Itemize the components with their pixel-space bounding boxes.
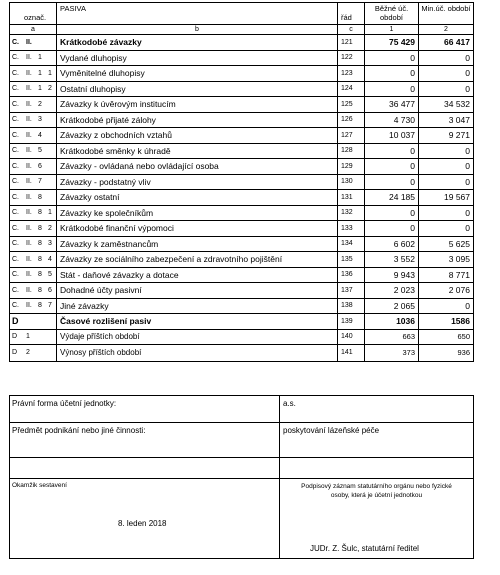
row-number: 129 <box>338 159 365 174</box>
row-number: 131 <box>338 190 365 205</box>
spacer-right <box>280 458 473 478</box>
table-row <box>10 299 473 315</box>
code-part-1: C. <box>12 69 19 77</box>
table-row <box>10 144 473 160</box>
code-part-2: II. <box>26 178 32 186</box>
code-part-1: C. <box>12 271 19 279</box>
current-period-value: 4 730 <box>365 113 419 128</box>
row-number: 122 <box>338 51 365 66</box>
code-part-3: 1 <box>38 85 42 93</box>
row-number: 130 <box>338 175 365 190</box>
code-part-2: II. <box>26 69 32 77</box>
table-row <box>10 35 473 51</box>
row-label: Krátkodobé přijaté zálohy <box>57 113 338 128</box>
row-number: 135 <box>338 252 365 267</box>
activity-label: Předmět podnikání nebo jiné činnosti: <box>10 423 280 457</box>
code-part-3: 8 <box>38 240 42 248</box>
row-code <box>10 175 57 190</box>
current-period-value: 10 037 <box>365 128 419 143</box>
form-row-spacer <box>10 458 473 479</box>
current-period-value: 0 <box>365 221 419 236</box>
current-period-value: 663 <box>365 330 419 345</box>
current-period-value: 373 <box>365 345 419 361</box>
col-number-1: 1 <box>365 25 419 34</box>
row-code <box>10 268 57 283</box>
header-rad-cell <box>338 3 365 24</box>
col-letter-c: c <box>338 25 365 34</box>
code-part-1: C. <box>12 85 19 93</box>
header-bezne: Běžné úč. období <box>365 3 419 24</box>
code-part-3: 1 <box>38 54 42 62</box>
row-label: Závazky z obchodních vztahů <box>57 128 338 143</box>
current-period-value: 0 <box>365 51 419 66</box>
table-row <box>10 113 473 129</box>
code-part-2: II. <box>26 286 32 294</box>
code-part-2: II. <box>26 271 32 279</box>
prior-period-value: 650 <box>457 332 470 342</box>
prior-period-value: 3 095 <box>448 254 470 265</box>
current-period-value: 1036 <box>365 314 419 329</box>
prior-period-value: 0 <box>465 176 470 187</box>
row-code <box>10 252 57 267</box>
row-number: 127 <box>338 128 365 143</box>
prior-period-value: 0 <box>465 223 470 234</box>
code-part-2: II. <box>26 54 32 62</box>
row-number: 126 <box>338 113 365 128</box>
prior-period-value: 936 <box>457 348 470 358</box>
current-period-value: 2 065 <box>365 299 419 314</box>
prior-period-value: 3 047 <box>448 114 470 125</box>
prior-period-value: 5 625 <box>448 238 470 249</box>
date-value: 8. leden 2018 <box>118 519 167 528</box>
row-number: 133 <box>338 221 365 236</box>
row-code <box>10 113 57 128</box>
row-number: 128 <box>338 144 365 159</box>
current-period-value: 0 <box>365 82 419 97</box>
row-label: Jiné závazky <box>57 299 338 314</box>
row-label: Závazky - ovládaná nebo ovládající osoba <box>57 159 338 174</box>
code-part-1: D <box>12 349 18 357</box>
row-number: 138 <box>338 299 365 314</box>
code-part-4: 1 <box>48 209 52 217</box>
prior-period-value: 0 <box>465 68 470 79</box>
prior-period-value: 2 076 <box>448 285 470 296</box>
code-part-1: D <box>12 316 19 327</box>
row-code <box>10 35 57 50</box>
code-part-3: 5 <box>38 147 42 155</box>
code-part-1: C. <box>12 255 19 263</box>
table-row <box>10 82 473 98</box>
code-part-4: 5 <box>48 271 52 279</box>
row-code <box>10 51 57 66</box>
table-row <box>10 190 473 206</box>
row-label: Vydané dluhopisy <box>57 51 338 66</box>
table-row <box>10 221 473 237</box>
table-header <box>10 3 473 25</box>
code-part-2: II. <box>26 224 32 232</box>
header-rad: řád <box>341 13 352 22</box>
row-number: 124 <box>338 82 365 97</box>
row-code <box>10 237 57 252</box>
date-cell <box>10 479 280 558</box>
code-part-4: 6 <box>48 286 52 294</box>
prior-period-value: 34 532 <box>444 99 470 110</box>
row-code <box>10 283 57 298</box>
code-part-4: 7 <box>48 302 52 310</box>
prior-period-value: 0 <box>465 52 470 63</box>
spacer-left <box>10 458 280 478</box>
row-label: Výdaje příštích období <box>57 330 338 345</box>
table-row <box>10 314 473 330</box>
signature-label: Podpisový záznam statutárního orgánu nebo fyzické osoby, která je účetní jednotkou <box>301 483 452 499</box>
row-code <box>10 82 57 97</box>
current-period-value: 0 <box>365 66 419 81</box>
row-code <box>10 206 57 221</box>
row-number: 132 <box>338 206 365 221</box>
header-oznac: označ. <box>24 13 47 22</box>
code-part-2: II. <box>26 131 32 139</box>
code-part-1: C. <box>12 147 19 155</box>
form-row-activity <box>10 423 473 458</box>
code-part-2: 2 <box>26 349 30 357</box>
code-part-2: II. <box>26 38 32 46</box>
current-period-value: 3 552 <box>365 252 419 267</box>
table-row <box>10 66 473 82</box>
code-part-1: C. <box>12 100 19 108</box>
code-part-2: II. <box>26 162 32 170</box>
row-label: Vyměnitelné dluhopisy <box>57 66 338 81</box>
prior-period-value: 0 <box>465 207 470 218</box>
code-part-2: II. <box>26 209 32 217</box>
code-part-1: C. <box>12 286 19 294</box>
row-number: 121 <box>338 35 365 50</box>
code-part-3: 6 <box>38 162 42 170</box>
code-part-3: 7 <box>38 178 42 186</box>
code-part-2: II. <box>26 193 32 201</box>
code-part-4: 2 <box>48 224 52 232</box>
row-label: Výnosy příštích období <box>57 345 338 361</box>
table-row <box>10 97 473 113</box>
row-code <box>10 66 57 81</box>
form-row-signature <box>10 479 473 558</box>
current-period-value: 9 943 <box>365 268 419 283</box>
prior-period-value: 0 <box>465 145 470 156</box>
row-label: Časové rozlišení pasiv <box>57 314 338 329</box>
row-number: 123 <box>338 66 365 81</box>
table-body <box>10 35 473 361</box>
code-part-1: C. <box>12 302 19 310</box>
code-part-2: II. <box>26 116 32 124</box>
code-part-2: II. <box>26 147 32 155</box>
table-row <box>10 252 473 268</box>
current-period-value: 0 <box>365 206 419 221</box>
row-label: Stát - daňové závazky a dotace <box>57 268 338 283</box>
row-code <box>10 144 57 159</box>
code-part-4: 4 <box>48 255 52 263</box>
code-part-4: 3 <box>48 240 52 248</box>
code-part-1: C. <box>12 54 19 62</box>
row-number: 137 <box>338 283 365 298</box>
code-part-2: 1 <box>26 333 30 341</box>
prior-period-value: 0 <box>465 300 470 311</box>
row-label: Krátkodobé směnky k úhradě <box>57 144 338 159</box>
prior-period-value: 66 417 <box>444 37 470 48</box>
row-label: Závazky ostatní <box>57 190 338 205</box>
current-period-value: 0 <box>365 144 419 159</box>
prior-period-value: 9 271 <box>448 130 470 141</box>
current-period-value: 2 023 <box>365 283 419 298</box>
row-label: Závazky ke společníkům <box>57 206 338 221</box>
code-part-4: 2 <box>48 85 52 93</box>
code-part-3: 8 <box>38 209 42 217</box>
code-part-2: II. <box>26 100 32 108</box>
code-part-2: II. <box>26 302 32 310</box>
current-period-value: 75 429 <box>365 35 419 50</box>
row-code <box>10 314 57 329</box>
code-part-1: C. <box>12 38 19 46</box>
legal-form-label: Právní forma účetní jednotky: <box>10 396 280 422</box>
row-code <box>10 330 57 345</box>
code-part-1: C. <box>12 193 19 201</box>
row-code <box>10 97 57 112</box>
code-part-1: C. <box>12 162 19 170</box>
row-label: Závazky k úvěrovým institucím <box>57 97 338 112</box>
code-part-1: C. <box>12 116 19 124</box>
code-part-1: C. <box>12 240 19 248</box>
date-label: Okamžik sestavení <box>12 482 67 489</box>
code-part-3: 2 <box>38 100 42 108</box>
activity-value: poskytování lázeňské péče <box>283 426 380 435</box>
row-label: Závazky ze sociálního zabezpečení a zdravotního pojištění <box>57 252 338 267</box>
prior-period-value: 8 771 <box>448 269 470 280</box>
prior-period-value: 0 <box>465 161 470 172</box>
prior-period-value: 1586 <box>451 316 470 327</box>
header-pasiva: PASIVA <box>60 4 86 13</box>
code-part-1: C. <box>12 224 19 232</box>
code-part-3: 8 <box>38 286 42 294</box>
header-oznac-cell <box>10 3 57 24</box>
row-label: Ostatní dluhopisy <box>57 82 338 97</box>
row-label: Závazky - podstatný vliv <box>57 175 338 190</box>
table-row <box>10 345 473 361</box>
table-row <box>10 268 473 284</box>
code-part-3: 8 <box>38 224 42 232</box>
code-part-3: 8 <box>38 302 42 310</box>
row-number: 125 <box>338 97 365 112</box>
form-row-legal-form <box>10 396 473 423</box>
row-code <box>10 345 57 361</box>
row-code <box>10 299 57 314</box>
col-letter-b: b <box>57 25 338 34</box>
code-part-3: 8 <box>38 255 42 263</box>
header-pasiva-cell <box>57 3 338 24</box>
current-period-value: 0 <box>365 175 419 190</box>
code-part-1: C. <box>12 178 19 186</box>
balance-sheet-table <box>9 2 474 362</box>
table-row <box>10 283 473 299</box>
code-part-1: C. <box>12 209 19 217</box>
row-label: Závazky k zaměstnancům <box>57 237 338 252</box>
signature-cell <box>280 479 473 558</box>
table-row <box>10 159 473 175</box>
signature-form <box>9 395 474 559</box>
code-part-4: 1 <box>48 69 52 77</box>
col-number-2: 2 <box>444 26 448 33</box>
current-period-value: 36 477 <box>365 97 419 112</box>
code-part-2: II. <box>26 255 32 263</box>
signature-value: JUDr. Z. Šulc, statutární ředitel <box>310 544 419 553</box>
row-number: 134 <box>338 237 365 252</box>
row-code <box>10 190 57 205</box>
current-period-value: 0 <box>365 159 419 174</box>
row-code <box>10 128 57 143</box>
code-part-3: 1 <box>38 69 42 77</box>
code-part-3: 8 <box>38 193 42 201</box>
header-minule: Min.úč. období <box>421 4 471 13</box>
column-letters-row <box>10 25 473 35</box>
code-part-3: 8 <box>38 271 42 279</box>
prior-period-value: 0 <box>465 83 470 94</box>
code-part-1: C. <box>12 131 19 139</box>
code-part-2: II. <box>26 240 32 248</box>
code-part-1: D <box>12 333 18 341</box>
row-label: Dohadné účty pasivní <box>57 283 338 298</box>
row-label: Krátkodobé závazky <box>57 35 338 50</box>
code-part-2: II. <box>26 85 32 93</box>
table-row <box>10 330 473 346</box>
row-number: 140 <box>338 330 365 345</box>
table-row <box>10 237 473 253</box>
row-number: 141 <box>338 345 365 361</box>
table-row <box>10 51 473 67</box>
table-row <box>10 128 473 144</box>
row-number: 139 <box>338 314 365 329</box>
row-number: 136 <box>338 268 365 283</box>
row-label: Krátkodobé finanční výpomoci <box>57 221 338 236</box>
legal-form-value: a.s. <box>283 399 296 408</box>
code-part-3: 4 <box>38 131 42 139</box>
current-period-value: 6 602 <box>365 237 419 252</box>
table-row <box>10 175 473 191</box>
row-code <box>10 221 57 236</box>
current-period-value: 24 185 <box>365 190 419 205</box>
prior-period-value: 19 567 <box>444 192 470 203</box>
row-code <box>10 159 57 174</box>
col-letter-a: a <box>10 25 57 34</box>
table-row <box>10 206 473 222</box>
code-part-3: 3 <box>38 116 42 124</box>
